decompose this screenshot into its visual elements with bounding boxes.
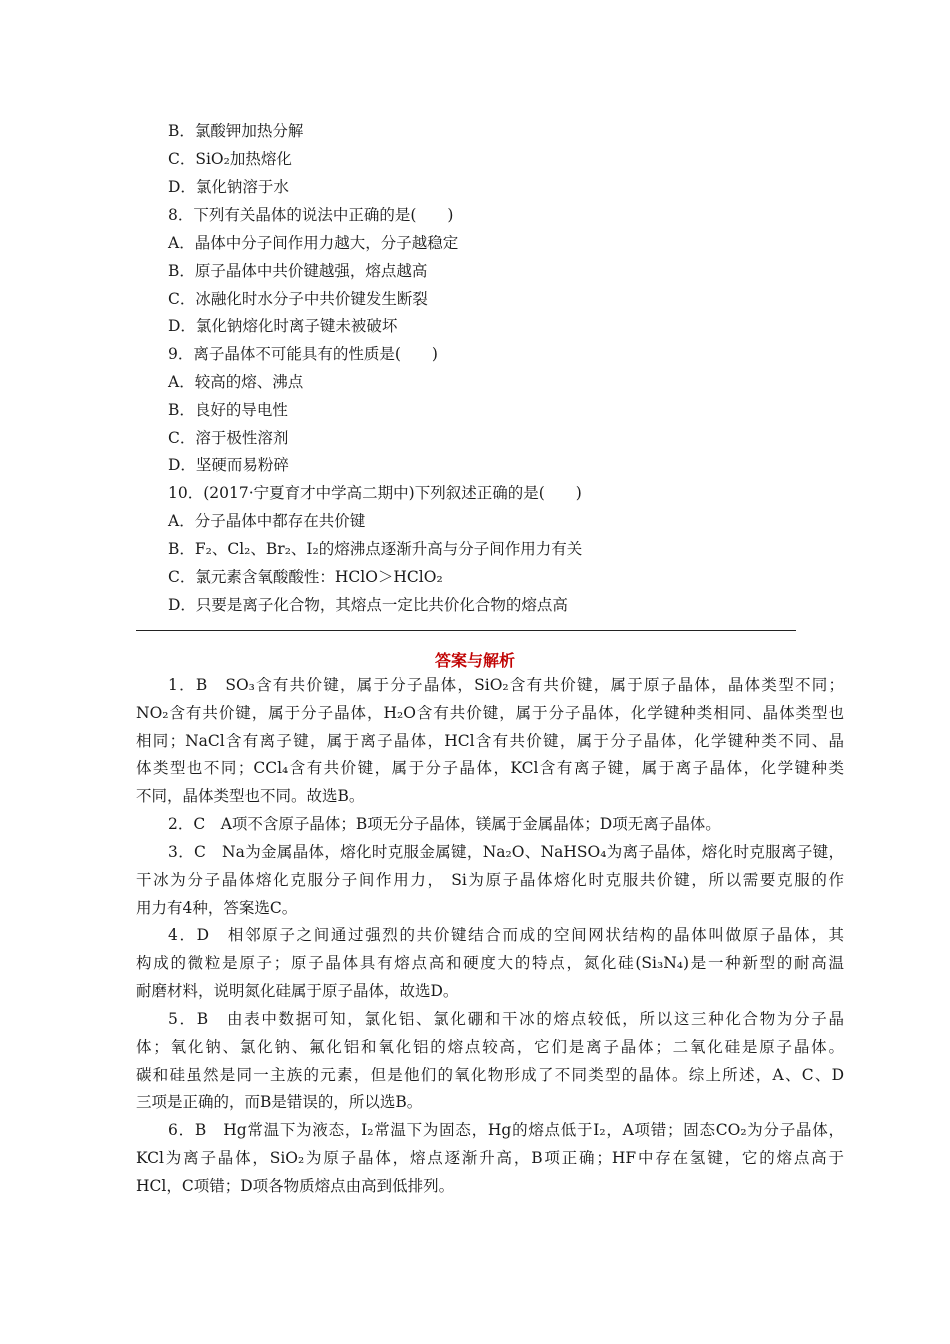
answer-line: 碳和硅虽然是同一主族的元素，但是他们的氧化物形成了不同类型的晶体。综上所述，A、C、D <box>136 1065 844 1084</box>
option-8a: A．晶体中分子间作用力越大，分子越稳定 <box>168 234 459 252</box>
answer-6 <box>136 1117 844 1200</box>
answer-line: 5．B 由表中数据可知，氯化铝、氯化硼和干冰的熔点较低，所以这三种化合物为分子晶 <box>168 1010 844 1028</box>
option-8b: B．原子晶体中共价键越强，熔点越高 <box>168 262 428 280</box>
answer-line: 体；氧化钠、氯化钠、氟化铝和氧化铝的熔点较高，它们是离子晶体；二氧化硅是原子晶体。 <box>136 1037 844 1056</box>
answer-line: 三项是正确的，而B是错误的，所以选B。 <box>136 1093 423 1112</box>
answer-line: HCl，C项错；D项各物质熔点由高到低排列。 <box>136 1176 455 1195</box>
answer-line: 1．B SO₃含有共价键，属于分子晶体，SiO₂含有共价键，属于原子晶体，晶体类型不同； <box>168 676 844 694</box>
answer-line: 3．C Na为金属晶体，熔化时克服金属键，Na₂O、NaHSO₄为离子晶体，熔化时克服离子键， <box>168 843 844 861</box>
option-8d: D．氯化钠熔化时离子键未被破坏 <box>168 317 398 335</box>
option-7b: B．氯酸钾加热分解 <box>168 122 304 140</box>
option-10a: A．分子晶体中都存在共价键 <box>168 512 366 530</box>
answer-5 <box>136 1006 844 1117</box>
option-9a: A．较高的熔、沸点 <box>168 373 304 391</box>
answer-line: 用力有4种，答案选C。 <box>136 898 298 917</box>
answer-line: 体类型也不同；CCl₄含有共价键，属于分子晶体，KCl含有离子键，属于离子晶体，化学键种类 <box>136 759 844 778</box>
section-divider <box>136 630 796 631</box>
answer-line: 2．C A项不含原子晶体；B项无分子晶体，镁属于金属晶体；D项无离子晶体。 <box>168 815 721 833</box>
option-8c: C．冰融化时水分子中共价键发生断裂 <box>168 290 428 308</box>
option-7d: D．氯化钠溶于水 <box>168 178 289 196</box>
option-9b: B．良好的导电性 <box>168 401 288 419</box>
answer-line: 4．D 相邻原子之间通过强烈的共价键结合而成的空间网状结构的晶体叫做原子晶体，其 <box>168 926 844 944</box>
option-7c: C．SiO₂加热熔化 <box>168 150 292 168</box>
question-10: 10．(2017·宁夏育才中学高二期中)下列叙述正确的是( ) <box>168 484 582 502</box>
answer-line: NO₂含有共价键，属于分子晶体，H₂O含有共价键，属于分子晶体，化学键种类相同、晶体类型也 <box>136 703 844 722</box>
answers-title: 答案与解析 <box>434 651 515 670</box>
option-9c: C．溶于极性溶剂 <box>168 429 289 447</box>
answer-line: 相同；NaCl含有离子键，属于离子晶体，HCl含有共价键，属于分子晶体，化学键种类不同、晶 <box>136 731 844 750</box>
answer-4 <box>136 922 844 1005</box>
question-9: 9．离子晶体不可能具有的性质是( ) <box>168 345 438 363</box>
answer-line: KCl为离子晶体，SiO₂为原子晶体，熔点逐渐升高，B项正确；HF中存在氢键，它的熔点高于 <box>136 1148 844 1167</box>
answer-line: 6．B Hg常温下为液态，I₂常温下为固态，Hg的熔点低于I₂，A项错；固态CO₂为分子晶体， <box>168 1121 844 1139</box>
answer-2 <box>136 811 844 839</box>
answer-line: 不同，晶体类型也不同。故选B。 <box>136 787 365 806</box>
option-10d: D．只要是离子化合物，其熔点一定比共价化合物的熔点高 <box>168 596 568 614</box>
option-10c: C．氯元素含氧酸酸性：HClO＞HClO₂ <box>168 568 443 586</box>
answer-line: 干冰为分子晶体熔化克服分子间作用力， Si为原子晶体熔化时克服共价键，所以需要克服的作 <box>136 870 844 889</box>
option-10b: B．F₂、Cl₂、Br₂、I₂的熔沸点逐渐升高与分子间作用力有关 <box>168 540 583 558</box>
answer-line: 构成的微粒是原子；原子晶体具有熔点高和硬度大的特点，氮化硅(Si₃N₄)是一种新型的耐高温 <box>136 953 844 972</box>
question-8: 8．下列有关晶体的说法中正确的是( ) <box>168 206 454 224</box>
option-9d: D．坚硬而易粉碎 <box>168 456 289 474</box>
answer-line: 耐磨材料，说明氮化硅属于原子晶体，故选D。 <box>136 981 459 1000</box>
answer-1 <box>136 672 844 811</box>
answer-3 <box>136 839 844 922</box>
